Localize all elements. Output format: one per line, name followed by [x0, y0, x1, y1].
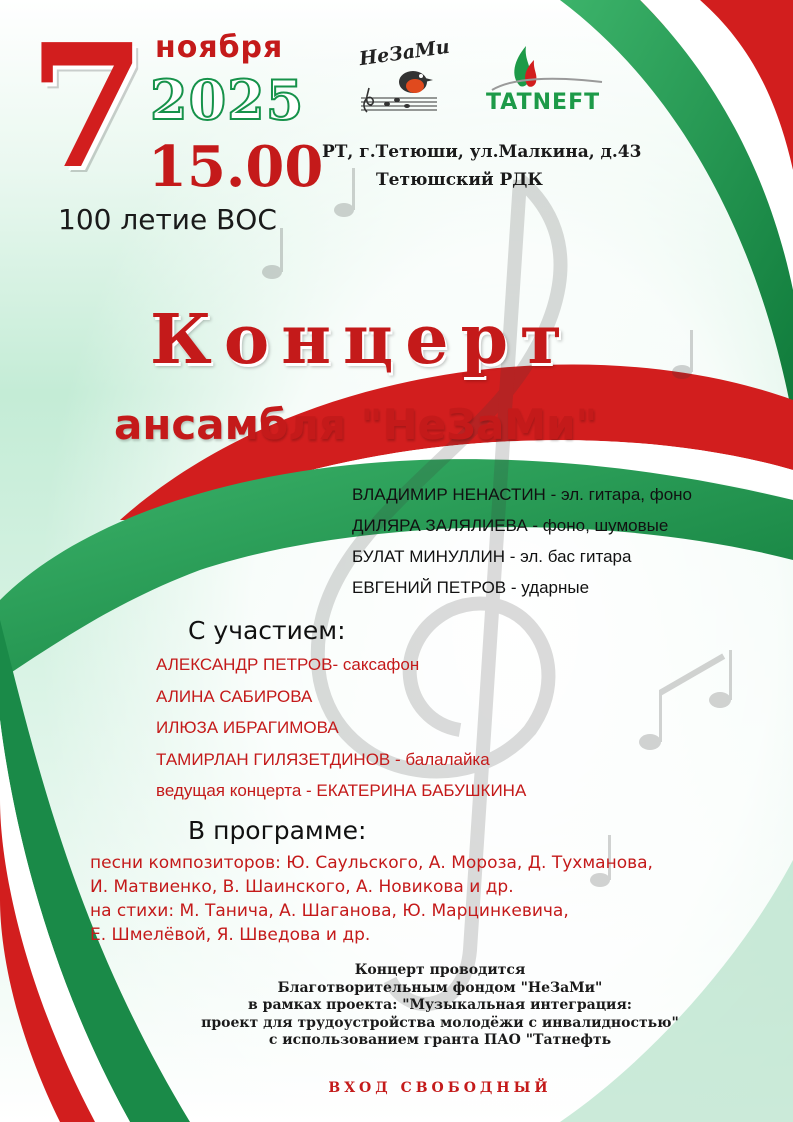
program-heading: В программе:: [188, 816, 367, 845]
member-item: [352, 544, 692, 575]
anniversary-caption: 100 летие ВОС: [58, 203, 277, 236]
program-line: песни композиторов: Ю. Саульского, А. Мороза, Д. Тухманова,: [90, 853, 653, 873]
organizer-line: проект для трудоустройства молодёжи с инвалидностью": [201, 1014, 679, 1031]
venue-address: РТ, г.Тетюши, ул.Малкина, д.43: [322, 142, 642, 162]
ensemble-logo: [355, 35, 451, 118]
member-role: - эл. гитара, фоно: [545, 485, 693, 504]
guest-name: АЛИНА САБИРОВА: [156, 686, 313, 706]
guest-role: ведущая концерта -: [156, 781, 317, 800]
program-line: И. Матвиенко, В. Шаинского, А. Новикова и др.: [90, 877, 514, 897]
flame-icon: [472, 42, 612, 92]
guest-item: [156, 778, 526, 810]
ensemble-logo-text: НеЗаМи: [357, 35, 451, 71]
guest-role: - балалайка: [390, 749, 490, 769]
venue-name: Тетюшский РДК: [376, 170, 543, 190]
guest-performers-list: [156, 652, 526, 810]
member-name: ДИЛЯРА ЗАЛЯЛИЕВА: [352, 516, 528, 535]
member-role: - ударные: [506, 578, 590, 597]
member-item: [352, 575, 692, 606]
organizer-line: Благотворительным фондом "НеЗаМи": [277, 979, 603, 996]
member-role: - фоно, шумовые: [527, 516, 669, 535]
sponsor-logo: [472, 42, 612, 120]
organizer-line: Концерт проводится: [354, 962, 526, 978]
ensemble-members-list: [352, 482, 692, 606]
program-line: на стихи: М. Танича, А. Шаганова, Ю. Марцинкевича,: [90, 901, 569, 921]
date-month: ноября: [155, 30, 284, 65]
poster-title: Концерт: [150, 300, 575, 380]
program-list: [90, 852, 653, 948]
guest-name: ИЛЮЗА ИБРАГИМОВА: [156, 718, 339, 737]
guest-name: ТАМИРЛАН ГИЛЯЗЕТДИНОВ: [156, 749, 391, 769]
member-role: - эл. бас гитара: [504, 547, 632, 566]
organizer-line: в рамках проекта: "Музыкальная интеграция:: [248, 997, 632, 1013]
organizer-line: с использованием гранта ПАО "Татнефть: [268, 1032, 612, 1048]
date-day: 7: [28, 7, 147, 207]
organizer-block: [100, 962, 780, 1050]
guest-item: [156, 747, 526, 779]
member-name: БУЛАТ МИНУЛЛИН: [352, 547, 505, 566]
program-line: Е. Шмелёвой, Я. Шведова и др.: [90, 925, 371, 945]
guest-name: АЛЕКСАНДР ПЕТРОВ: [156, 655, 333, 674]
sponsor-name: TATNEFT: [486, 90, 601, 115]
guest-name: ЕКАТЕРИНА БАБУШКИНА: [316, 781, 527, 800]
member-item: [352, 482, 692, 513]
guest-item: [156, 715, 526, 747]
free-entry-notice: ВХОД СВОБОДНЫЙ: [328, 1080, 552, 1096]
event-time: 15.00: [148, 134, 324, 200]
member-name: ЕВГЕНИЙ ПЕТРОВ: [352, 578, 507, 597]
member-item: [352, 513, 692, 544]
member-name: ВЛАДИМИР НЕНАСТИН: [352, 485, 546, 504]
guest-role: - саксафон: [332, 655, 420, 674]
bird-icon: [355, 38, 445, 118]
participation-heading: С участием:: [188, 616, 346, 645]
poster-subtitle: ансамбля "НеЗаМи": [114, 400, 598, 449]
guest-item: [156, 652, 526, 684]
guest-item: [156, 684, 526, 716]
date-year: 2025: [150, 68, 305, 132]
